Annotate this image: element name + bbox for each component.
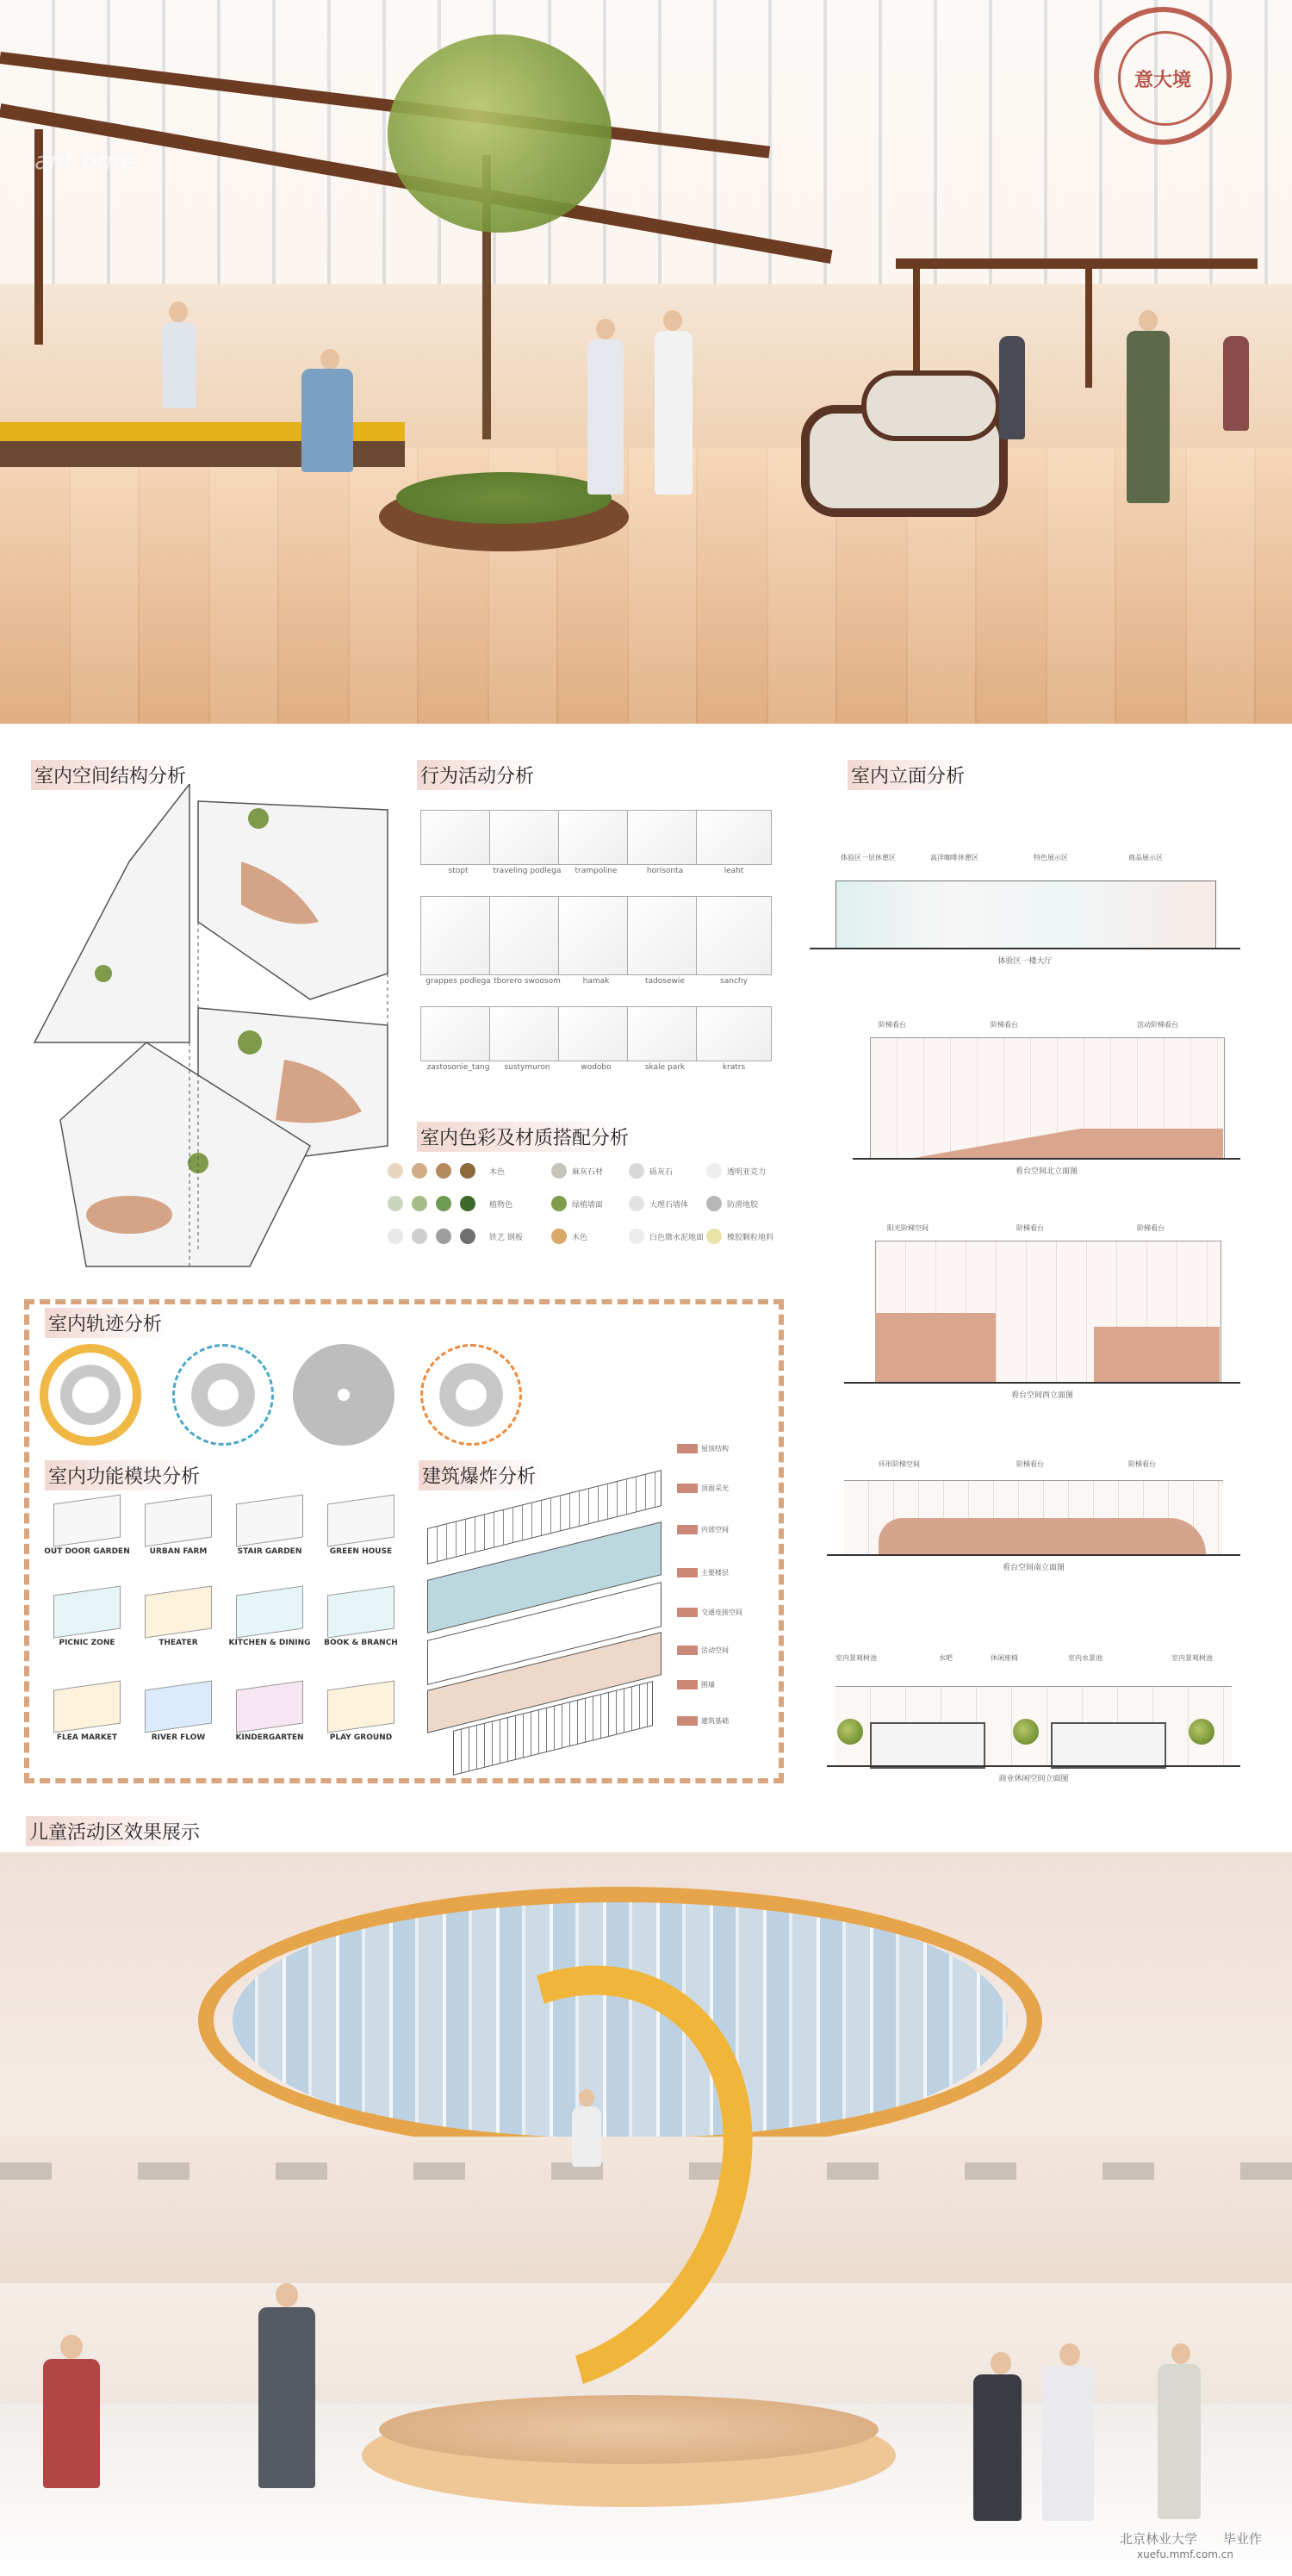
module-label: BOOK & BRANCH [324, 1639, 398, 1647]
module-label: OUT DOOR GARDEN [44, 1547, 130, 1556]
ground-line [810, 948, 1240, 949]
trajectory-ring-diagram [172, 1344, 274, 1446]
url-watermark: xuefu.mmf.com.cn [1137, 2548, 1233, 2560]
person-figure [1127, 331, 1170, 503]
material-label: 橡胶颗粒地料 [727, 1234, 774, 1242]
module-icon [145, 1681, 212, 1733]
material-swatch [551, 1229, 567, 1244]
color-swatch [388, 1229, 403, 1244]
steel-beam [896, 258, 1258, 269]
elevation-tag: 阳光阶梯空间 [887, 1224, 929, 1232]
behavior-label: trampoline [575, 867, 618, 875]
behavior-label: skale park [644, 1063, 686, 1072]
material-swatch [706, 1196, 722, 1211]
elevation-tag: 阶梯看台 [1137, 1224, 1165, 1232]
behavior-icon [627, 896, 703, 975]
section-title-kids-render: 儿童活动区效果展示 [26, 1816, 207, 1846]
person-figure [1158, 2364, 1201, 2519]
elevation-drawing-5 [827, 1650, 1240, 1805]
function-module-grid [40, 1490, 410, 1758]
seal-stamp [1094, 7, 1232, 145]
behavior-label: stopt [448, 867, 469, 875]
elevation-tag: 商品展示区 [1128, 854, 1163, 862]
ground-line [853, 1158, 1240, 1160]
section-title-color-material: 室内色彩及材质搭配分析 [417, 1122, 636, 1152]
ball-pit [379, 2395, 879, 2464]
behavior-icon [627, 1006, 703, 1061]
section-title-exploded: 建筑爆炸分析 [419, 1460, 543, 1490]
kids-area-render [0, 1852, 1292, 2576]
person-figure [162, 322, 196, 408]
elevation-drawing-2 [853, 1017, 1240, 1189]
exploded-label: 建筑基础 [677, 1716, 729, 1726]
exploded-axonometric [419, 1439, 763, 1766]
module-icon [145, 1586, 212, 1639]
elevation-tag: 阶梯看台 [1016, 1460, 1044, 1468]
behavior-icon [420, 896, 496, 975]
material-swatch [706, 1163, 722, 1179]
hero-render [0, 0, 1292, 724]
person-head [596, 319, 615, 339]
person-head [1139, 310, 1158, 331]
brand-watermark: 毕业作 [1223, 2531, 1263, 2547]
section-title-behavior: 行为活动分析 [417, 760, 541, 790]
elevation-tag: 阶梯看台 [991, 1021, 1018, 1029]
stepped-seating [875, 1313, 996, 1382]
color-swatch [460, 1196, 475, 1211]
behavior-icon [558, 1006, 634, 1061]
elevation-facade [835, 880, 1216, 949]
person-head [320, 349, 339, 370]
material-swatch [551, 1196, 567, 1211]
material-swatch [551, 1163, 567, 1179]
behavior-icon [627, 810, 703, 865]
person-figure [999, 336, 1025, 439]
behavior-label: hamak [582, 977, 610, 986]
behavior-icon [420, 810, 496, 865]
behavior-label: horisonta [646, 867, 684, 875]
behavior-label: wodobo [581, 1063, 612, 1072]
exploded-label: 活动空间 [677, 1646, 729, 1655]
module-icon [53, 1495, 121, 1547]
behavior-icon [696, 896, 772, 975]
material-swatch [706, 1229, 722, 1244]
material-label: 透明亚克力 [727, 1168, 767, 1177]
behavior-icon [696, 810, 772, 865]
elevation-caption: 体验区一楼大厅 [997, 957, 1053, 966]
section-title-elevation: 室内立面分析 [848, 760, 972, 790]
color-swatch [412, 1196, 427, 1211]
module-label: PLAY GROUND [329, 1733, 393, 1742]
elevation-drawing-4 [827, 1456, 1240, 1585]
person-figure [43, 2359, 100, 2488]
trajectory-spiral-diagram [40, 1344, 141, 1446]
module-label: FLEA MARKET [56, 1733, 118, 1742]
person-head [169, 302, 188, 322]
module-label: URBAN FARM [149, 1547, 208, 1556]
section-title-structure: 室内空间结构分析 [31, 760, 193, 790]
person-figure [655, 331, 693, 495]
person-head [276, 2283, 298, 2307]
person-figure [1223, 336, 1249, 431]
module-label: RIVER FLOW [151, 1733, 206, 1742]
curved-seating [879, 1518, 1206, 1554]
color-swatch [460, 1229, 475, 1244]
behavior-icon [696, 1006, 772, 1061]
stepped-seating [1094, 1327, 1220, 1382]
trajectory-outflow-diagram [420, 1344, 522, 1446]
person-figure [973, 2374, 1022, 2521]
module-icon [53, 1586, 121, 1639]
module-label: THEATER [158, 1639, 198, 1647]
material-label: 绿植墙面 [572, 1201, 604, 1210]
elevation-caption: 商业休闲空间立面图 [998, 1775, 1069, 1783]
color-swatch [436, 1229, 451, 1244]
elevation-tag: 阶梯看台 [879, 1021, 906, 1029]
behavior-label: zastosonie_tang [426, 1063, 490, 1072]
person-head [663, 310, 682, 331]
watermark-text: ant bme [34, 146, 136, 175]
elevation-tag: 高洋咖啡休憩区 [930, 854, 978, 862]
person-head [579, 2089, 594, 2106]
elevation-tag: 室内景观树池 [835, 1654, 877, 1662]
behavior-icon [420, 1006, 496, 1061]
planter-grass [396, 472, 612, 524]
exploded-label: 屋顶结构 [677, 1444, 729, 1453]
round-lounge-sofa [861, 370, 1001, 441]
person-figure [572, 2106, 601, 2167]
elevation-tag: 休闲座椅 [991, 1654, 1018, 1662]
stepped-seating [870, 1129, 1223, 1158]
behavior-icon [489, 810, 565, 865]
school-watermark: 北京林业大学 [1120, 2531, 1198, 2547]
tree-canopy [388, 34, 612, 233]
behavior-label: tborero swoosom [494, 977, 561, 986]
module-icon [236, 1681, 303, 1733]
module-icon [327, 1495, 394, 1547]
behavior-label: tadosewie [645, 977, 685, 986]
behavior-icon [558, 896, 634, 975]
exploded-label: 交通连接空间 [677, 1608, 742, 1617]
material-swatch-grid [388, 1163, 775, 1266]
behavior-icon [489, 896, 565, 975]
person-head [1059, 2343, 1080, 2366]
floor-light-overlay [0, 448, 1292, 724]
exploded-label: 内部空间 [677, 1525, 729, 1534]
elevation-tag: 活动阶梯看台 [1137, 1021, 1178, 1029]
module-icon [236, 1586, 303, 1639]
section-title-function-modules: 室内功能模块分析 [45, 1460, 207, 1490]
behavior-label: grappes podlega [425, 977, 491, 986]
ground-line [844, 1382, 1240, 1384]
elevation-caption: 看台空间北立面图 [1015, 1167, 1078, 1176]
steel-column [1085, 267, 1092, 388]
color-swatch [412, 1229, 427, 1244]
person-head [991, 2352, 1011, 2374]
ground-line [827, 1554, 1240, 1556]
material-label: 砾灰石 [649, 1168, 674, 1177]
tree-icon [1013, 1719, 1039, 1745]
module-icon [145, 1495, 212, 1547]
person-head [1171, 2343, 1190, 2364]
person-figure [258, 2307, 315, 2488]
material-label: 麻灰石材 [572, 1168, 604, 1177]
material-label: 木色 [489, 1168, 506, 1177]
color-swatch [388, 1163, 403, 1179]
elevation-caption: 看台空间西立面图 [1010, 1391, 1073, 1400]
behavior-label: sustymuron [504, 1063, 550, 1072]
behavior-label: traveling podlega [493, 867, 562, 875]
person-figure [587, 339, 624, 495]
module-label: STAIR GARDEN [237, 1547, 302, 1556]
module-label: KINDERGARTEN [235, 1733, 304, 1742]
person-figure [301, 369, 353, 472]
behavior-label: sanchy [720, 977, 748, 986]
tree-icon [837, 1719, 863, 1745]
module-icon [53, 1681, 121, 1733]
elevation-tag: 室内水景池 [1068, 1654, 1103, 1662]
elevation-tag: 水吧 [939, 1654, 953, 1662]
module-label: KITCHEN & DINING [228, 1639, 311, 1647]
material-label: 防滑地胶 [727, 1201, 759, 1210]
seal-text: 意大境 [1134, 70, 1191, 91]
exploded-label: 顶面采光 [677, 1484, 729, 1493]
material-swatch [629, 1196, 644, 1211]
elevation-tag: 环形阶梯空间 [879, 1460, 920, 1468]
module-label: PICNIC ZONE [59, 1639, 115, 1647]
behavior-icon [489, 1006, 565, 1061]
module-icon [327, 1681, 394, 1733]
elevation-tag: 室内景观树池 [1171, 1654, 1213, 1662]
module-icon [236, 1495, 303, 1547]
elevation-tag: 特色展示区 [1034, 854, 1068, 862]
trajectory-radial-diagram [293, 1344, 394, 1446]
elevation-tag: 阶梯看台 [1128, 1460, 1156, 1468]
module-icon [327, 1586, 394, 1639]
exploded-label: 主要楼层 [677, 1568, 729, 1577]
elevation-drawing-1 [810, 853, 1240, 974]
person-head [60, 2335, 83, 2359]
material-label: 植物色 [489, 1201, 513, 1210]
elevation-tag: 阶梯看台 [1016, 1224, 1044, 1232]
elevation-caption: 看台空间南立面图 [1002, 1564, 1065, 1572]
ground-line [827, 1765, 1240, 1767]
behavior-label: kratrs [722, 1063, 746, 1072]
elevation-tag: 体验区一层休憩区 [841, 854, 896, 862]
steel-column [913, 258, 920, 388]
section-title-trajectory: 室内轨迹分析 [45, 1308, 169, 1338]
color-swatch [388, 1196, 403, 1211]
material-swatch [629, 1229, 644, 1244]
tree-icon [1189, 1719, 1214, 1745]
color-swatch [460, 1163, 475, 1179]
pavilion [1051, 1722, 1166, 1769]
behavior-label: leaht [724, 867, 744, 875]
module-label: GREEN HOUSE [329, 1547, 393, 1556]
material-label: 白色微水泥地面 [649, 1234, 705, 1242]
structure-axonometric [26, 784, 396, 1275]
pavilion [870, 1722, 985, 1769]
behavior-icon [558, 810, 634, 865]
color-swatch [436, 1163, 451, 1179]
exploded-label: 围墙 [677, 1680, 715, 1689]
person-figure [1042, 2366, 1094, 2521]
material-label: 木色 [572, 1234, 588, 1242]
color-swatch [412, 1163, 427, 1179]
material-label: 铁艺 钢板 [489, 1234, 523, 1242]
color-swatch [436, 1196, 451, 1211]
material-label: 大理石墙体 [649, 1201, 689, 1210]
material-swatch [629, 1163, 644, 1179]
elevation-drawing-3 [844, 1223, 1240, 1413]
